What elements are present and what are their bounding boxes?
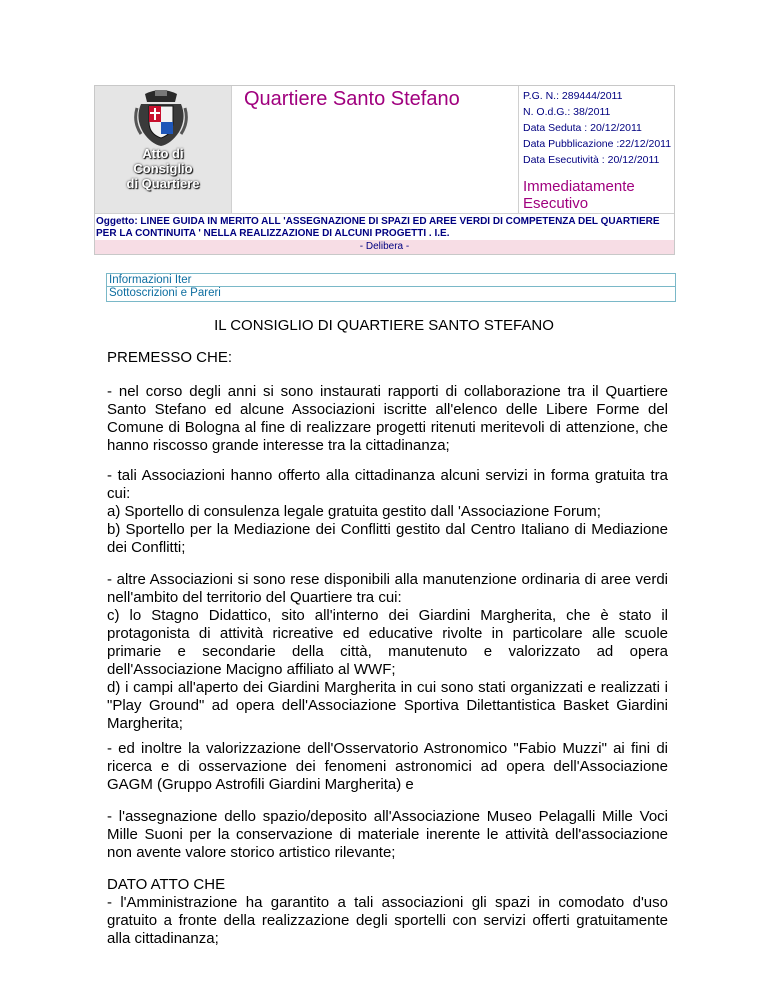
page-title: Quartiere Santo Stefano (244, 88, 460, 110)
premesso-heading: PREMESSO CHE: (107, 349, 233, 366)
paragraph-6 (107, 894, 668, 948)
status-line-1: Immediatamente (523, 178, 635, 195)
p5-line: Mille Suoni per la conservazione di materiale inerente le attività dell'associazione (107, 826, 668, 843)
p3-line: Margherita; (107, 715, 183, 732)
execution-date: Data Esecutività : 20/12/2011 (523, 154, 660, 166)
p3-line: protagonista di attività ricreative ed educative rivolte in particolare alle scuole (107, 625, 668, 642)
p4-line: ricerca e di osservazione dei fenomeni astronomici ad opera dell'Associazione (107, 758, 668, 775)
dato-atto-heading: DATO ATTO CHE (107, 876, 226, 893)
p3-line: "Play Ground" ad opera dell'Associazione Sportiva Dilettantistica Basket Giardini (107, 697, 668, 714)
p2-line: b) Sportello per la Mediazione dei Conflitti gestito dal Centro Italiano di Mediazione (107, 521, 668, 538)
related-links (106, 273, 676, 303)
p6-line: gratuito a fronte della realizzazione degli sportelli con servizi offerti gratuitamente (107, 912, 668, 929)
signatures-link[interactable]: Sottoscrizioni e Pareri (106, 287, 676, 302)
p3-line: c) lo Stagno Didattico, sito all'interno dei Giardini Margherita, che è stato il (107, 607, 668, 624)
crest-label-line2: Consiglio (133, 161, 193, 176)
p1-line: hanno riscosso grande interesse tra la cittadinanza; (107, 437, 450, 454)
status-line-2: Esecutivo (523, 195, 589, 212)
p1-line: - nel corso degli anni si sono instaurati rapporti di collaborazione tra il Quartiere (107, 383, 668, 400)
title-panel (232, 86, 518, 213)
p6-line: alla cittadinanza; (107, 930, 219, 947)
document-type-bar: - Delibera - (95, 240, 674, 254)
p3-line: dell'Associazione Macigno affiliato al WWF; (107, 661, 396, 678)
paragraph-5 (107, 808, 668, 862)
crest-panel (95, 86, 232, 213)
publication-date: Data Pubblicazione :22/12/2011 (523, 138, 672, 150)
crest-label-line3: di Quartiere (126, 176, 200, 191)
p3-line: nell'ambito del territorio del Quartiere tra cui: (107, 589, 402, 606)
meta-panel (518, 86, 675, 213)
paragraph-4 (107, 740, 668, 794)
p4-line: - ed inoltre la valorizzazione dell'Osservatorio Astronomico "Fabio Muzzi" ai fini di (107, 740, 668, 757)
paragraph-1 (107, 383, 668, 455)
council-heading: IL CONSIGLIO DI QUARTIERE SANTO STEFANO (214, 317, 554, 334)
p5-line: - l'assegnazione dello spazio/deposito all'Associazione Museo Pelagalli Mille Voci (107, 808, 668, 825)
p5-line: non avente valore storico artistico rilevante; (107, 844, 396, 861)
session-date: Data Seduta : 20/12/2011 (523, 122, 642, 134)
bologna-crest-icon (133, 88, 189, 148)
p1-line: Santo Stefano ed alcune Associazioni iscritte all'elenco delle Libere Forme del (107, 401, 668, 418)
p2-line: a) Sportello di consulenza legale gratuita gestito dall 'Associazione Forum; (107, 503, 601, 520)
p2-line: - tali Associazioni hanno offerto alla cittadinanza alcuni servizi in forma gratuita tra (107, 467, 668, 484)
iter-info-link[interactable]: Informazioni Iter (106, 273, 676, 287)
protocol-number: P.G. N.: 289444/2011 (523, 90, 623, 102)
execution-status (523, 178, 635, 212)
crest-label-line1: Atto di (142, 146, 184, 161)
subject-row (95, 213, 674, 240)
agenda-number: N. O.d.G.: 38/2011 (523, 106, 611, 118)
subject-value: LINEE GUIDA IN MERITO ALL 'ASSEGNAZIONE DI SPAZI ED AREE VERDI DI COMPETENZA DEL QUARTIERE PER LA CONTINUITA ' NELLA REALIZZAZIONE DI ALCUNI PROGETTI . I.E. (96, 216, 660, 239)
p4-line: GAGM (Gruppo Astrofili Giardini Margherita) e (107, 776, 414, 793)
p2-line: dei Conflitti; (107, 539, 186, 556)
p2-line: cui: (107, 485, 131, 502)
p3-line: - altre Associazioni si sono rese disponibili alla manutenzione ordinaria di aree verdi (107, 571, 668, 588)
paragraph-3 (107, 571, 668, 733)
subject-label: Oggetto: (96, 216, 138, 227)
p3-line: d) i campi all'aperto dei Giardini Margherita in cui sono stati organizzati e realizzati i (107, 679, 668, 696)
p1-line: Comune di Bologna al fine di realizzare progetti ritenuti meritevoli di attenzione, che (107, 419, 668, 436)
p6-line: - l'Amministrazione ha garantito a tali associazioni gli spazi in comodato d'uso (107, 894, 668, 911)
paragraph-2 (107, 467, 668, 557)
subject-text (96, 216, 666, 240)
p3-line: primarie e secondarie della città, manutenuto e valorizzato ad opera (107, 643, 668, 660)
